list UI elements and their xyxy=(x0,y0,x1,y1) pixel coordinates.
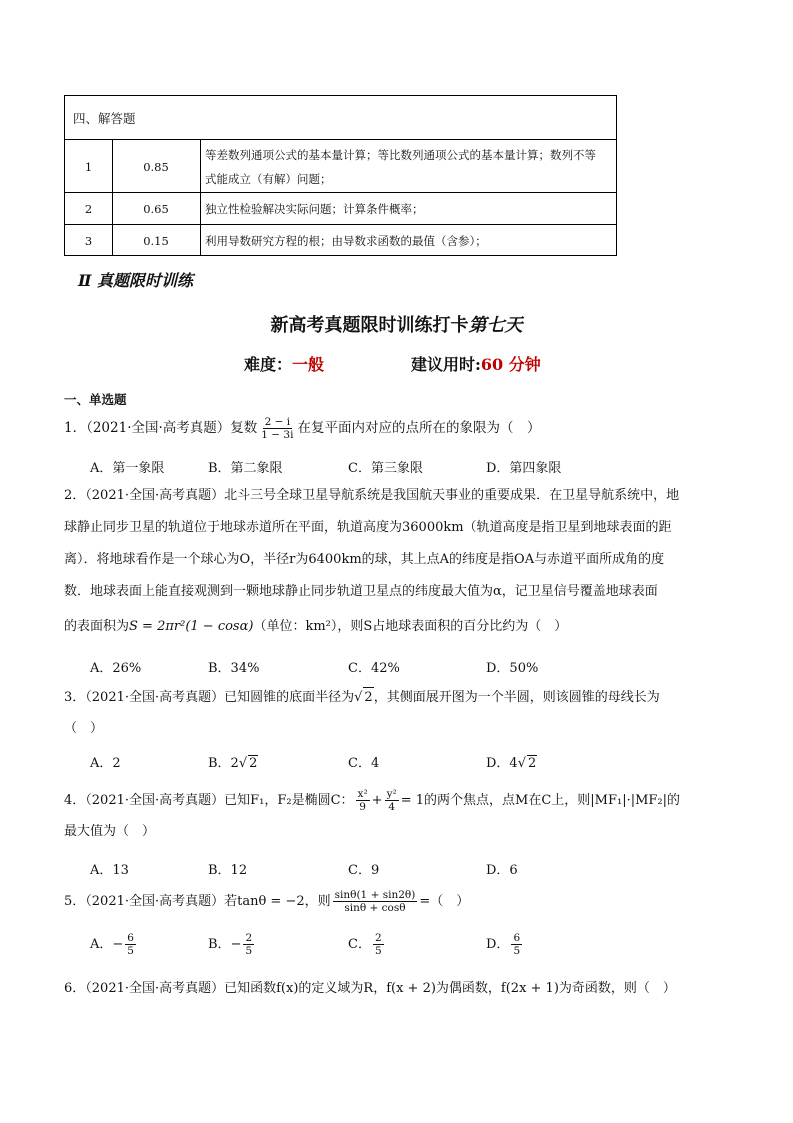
question-5: 5．（2021·全国·高考真题）若tanθ = −2，则 $\frac{\sin\theta(1 + \sin 2\theta)}{\sin\theta + \cos\theta}$ =（ ） xyxy=(64,889,470,914)
question-3-line-1: 3．（2021·全国·高考真题）已知圆锥的底面半径为√ 2，其侧面展开图为一个半圆，则该圆锥的母线长为 xyxy=(64,687,660,708)
q4-option-d: D．6 xyxy=(486,863,518,878)
question-2-line-2: 球静止同步卫星的轨道位于地球赤道所在平面，轨道高度为36000km（轨道高度是指卫星到地球表面的距 xyxy=(64,520,672,535)
q5-fraction: $\frac{\sin\theta(1 + \sin 2\theta)}{\sin\theta + \cos\theta}$ xyxy=(334,889,416,914)
q2-option-a: A．26% xyxy=(90,661,142,676)
table-row xyxy=(65,139,616,193)
q3-option-d: D．4√ 2 xyxy=(486,756,537,771)
q2-option-b: B．34% xyxy=(208,661,260,676)
table-row xyxy=(65,224,616,256)
q3-sqrt: 2 xyxy=(363,687,373,708)
row-topic-cont: 式能成立（有解）问题； xyxy=(205,171,332,186)
question-2-line-5: 的表面积为S = 2πr²(1 − cosα)（单位：km²），则S占地球表面积的百分比约为（ ） xyxy=(64,619,568,634)
q4-option-b: B．12 xyxy=(208,863,248,878)
time-value: 60 分钟 xyxy=(480,355,541,374)
row-value: 0.15 xyxy=(143,233,169,248)
question-4-line-2: 最大值为（ ） xyxy=(64,824,156,839)
q5-option-d: D． $\frac{6}{5}$ xyxy=(486,932,521,957)
row-number: 2 xyxy=(84,202,93,216)
difficulty-value: 一般 xyxy=(292,355,325,374)
table-row xyxy=(65,192,616,225)
section-heading: Ⅱ 真题限时训练 xyxy=(78,271,194,290)
row-number: 3 xyxy=(84,233,93,248)
q1-option-d: D．第四象限 xyxy=(486,461,562,476)
question-2-line-1: 2．（2021·全国·高考真题）北斗三号全球卫星导航系统是我国航天事业的重要成果．在卫星导航系统中，地 xyxy=(64,488,680,503)
q5-option-c: C． $\frac{2}{5}$ xyxy=(348,932,382,957)
q3-option-b: B．2√ 2 xyxy=(208,756,258,771)
table-section-title: 四、解答题 xyxy=(73,111,136,126)
row-topic: 等差数列通项公式的基本量计算；等比数列通项公式的基本量计算；数列不等 xyxy=(205,147,596,162)
q4-option-a: A．13 xyxy=(90,863,129,878)
row-value: 0.85 xyxy=(143,159,169,174)
page-title xyxy=(0,311,793,337)
q3-option-a: A．2 xyxy=(90,756,121,771)
answer-distribution-table xyxy=(64,95,617,256)
q4-frac-x: $\frac{\text{x²}}{9}$ xyxy=(357,788,368,813)
part-heading: 一、单选题 xyxy=(64,392,127,407)
difficulty-label: 难度： xyxy=(244,355,293,374)
q1-option-c: C．第三象限 xyxy=(348,461,423,476)
question-6: 6．（2021·全国·高考真题）已知函数f(x)的定义域为R，f(x + 2)为偶函数，f(2x + 1)为奇函数，则（ ） xyxy=(64,981,676,996)
question-2-line-4: 数．地球表面上能直接观测到一颗地球静止同步轨道卫星点的纬度最大值为α，记卫星信号覆盖地球表面 xyxy=(64,584,658,599)
row-topic: 利用导数研究方程的根；由导数求函数的最值（含参）； xyxy=(205,233,487,248)
q3-option-c: C．4 xyxy=(348,756,380,771)
q2-option-d: D．50% xyxy=(486,661,539,676)
q2-formula: S = 2πr²(1 − cosα) xyxy=(129,619,254,634)
difficulty-line xyxy=(244,352,324,375)
title-main: 新高考真题限时训练打卡 xyxy=(270,315,469,336)
question-3-line-2: （ ） xyxy=(64,721,104,736)
q4-option-c: C．9 xyxy=(348,863,380,878)
row-topic: 独立性检验解决实际问题；计算条件概率； xyxy=(205,202,424,216)
q1-fraction: $\frac{2 - i}{1 - 3i}$ xyxy=(261,416,294,441)
q5-option-a: A．− $\frac{6}{5}$ xyxy=(90,932,134,957)
time-line xyxy=(411,352,541,375)
row-value: 0.65 xyxy=(143,202,169,216)
time-label: 建议用时: xyxy=(411,355,481,374)
q2-option-c: C．42% xyxy=(348,661,400,676)
question-2-line-3: 离）．将地球看作是一个球心为O，半径r为6400km的球，其上点A的纬度是指OA与赤道平面所成角的度 xyxy=(64,552,665,567)
title-day: 第七天 xyxy=(468,315,523,336)
q5-option-b: B．− $\frac{2}{5}$ xyxy=(208,932,253,957)
row-number: 1 xyxy=(84,159,93,174)
question-4-line-1: 4．（2021·全国·高考真题）已知F₁，F₂是椭圆C： $\frac{\text{x²}}{9}$ + $\frac{\text{y²}}{4}$ = 1的两个焦点，点M在C上，则|MF₁|·|MF₂|的 xyxy=(64,788,681,813)
question-1: 1．（2021·全国·高考真题）复数 $\frac{2 - i}{1 - 3i}$ 在复平面内对应的点所在的象限为（ ） xyxy=(64,416,541,441)
q1-option-a: A．第一象限 xyxy=(90,461,165,476)
q4-frac-y: $\frac{\text{y²}}{4}$ xyxy=(386,788,397,813)
q1-option-b: B．第二象限 xyxy=(208,461,283,476)
